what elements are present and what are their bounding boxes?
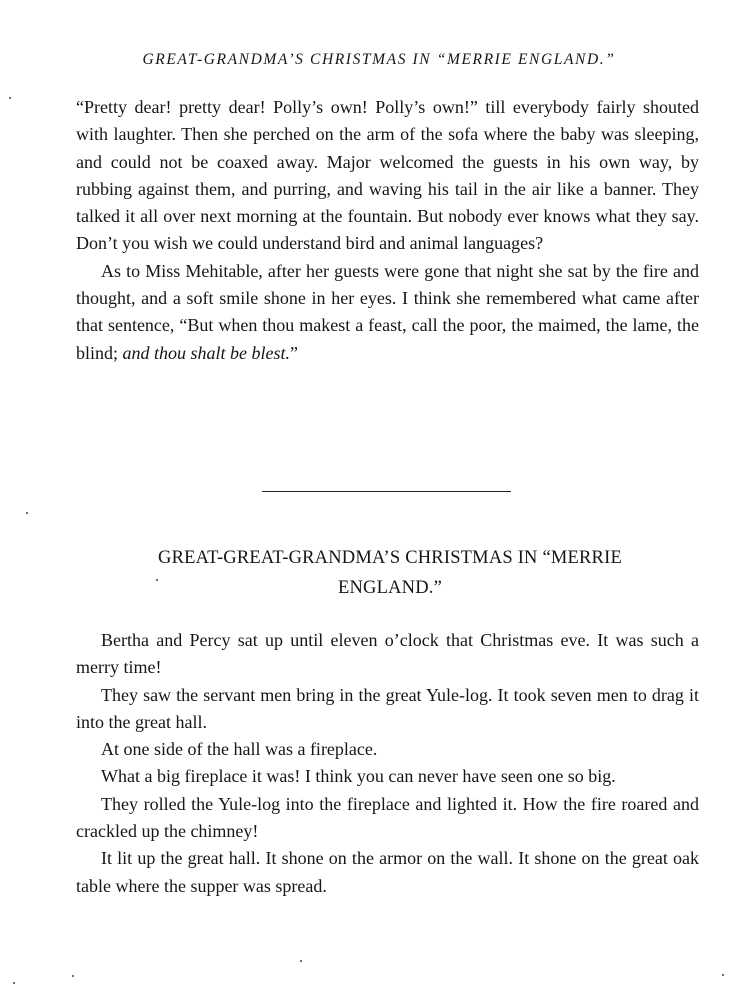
paper-speck [156, 579, 158, 581]
paragraph: They saw the servant men bring in the great Yule-log. It took seven men to drag it into the great hall. [76, 684, 699, 732]
paragraph: They rolled the Yule-log into the fireplace and lighted it. How the fire roared and crackled up the chimney! [76, 793, 699, 842]
paper-speck [9, 97, 11, 99]
section-divider [262, 491, 511, 492]
paper-speck [72, 975, 74, 977]
paper-speck [300, 960, 302, 962]
closing-quote: ” [290, 342, 299, 363]
paragraph: Bertha and Percy sat up until eleven o’clock that Christmas eve. It was such a merry time! [76, 630, 699, 678]
section-one-text [76, 94, 699, 367]
chapter-title-line-1: GREAT-GREAT-GRANDMA’S CHRISTMAS IN “MERRIE [158, 548, 622, 568]
closing-text: As to Miss Mehitable, after her guests were gone that night she sat by the fire and thought, and a soft smile shone in her eyes. I think she remembered what came after that sentence, “But when thou makest a feast, call the poor, the maimed, the lame, the blind; [76, 260, 699, 363]
running-head: GREAT-GRANDMA’S CHRISTMAS IN “MERRIE ENGLAND.” [142, 51, 616, 68]
chapter-title-line-2: ENGLAND.” [337, 578, 443, 598]
closing-paragraph [76, 258, 699, 367]
paragraph: It lit up the great hall. It shone on the armor on the wall. It shone on the great oak table where the supper was spread. [76, 848, 699, 896]
chapter-text [76, 627, 699, 900]
paragraph: “Pretty dear! pretty dear! Polly’s own! Polly’s own!” till everybody fairly shouted with laughter. Then she perched on the arm of the sofa where the baby was sleeping, and could not be coaxed away. Major welcomed the guests in his own way, by rubbing against them, and purring, and waving his tail in the air like a banner. They talked it all over next morning at the fountain. But nobody ever knows what they say. Don’t you wish we could understand bird and animal languages? [76, 97, 699, 254]
paper-speck [26, 512, 28, 514]
paper-speck [13, 982, 15, 984]
closing-italic-text: and thou shalt be blest. [122, 342, 291, 363]
paragraph: What a big fireplace it was! I think you can never have seen one so big. [101, 766, 616, 787]
paragraph: At one side of the hall was a fireplace. [101, 739, 378, 760]
paper-speck [722, 974, 724, 976]
chapter-title [70, 543, 710, 603]
